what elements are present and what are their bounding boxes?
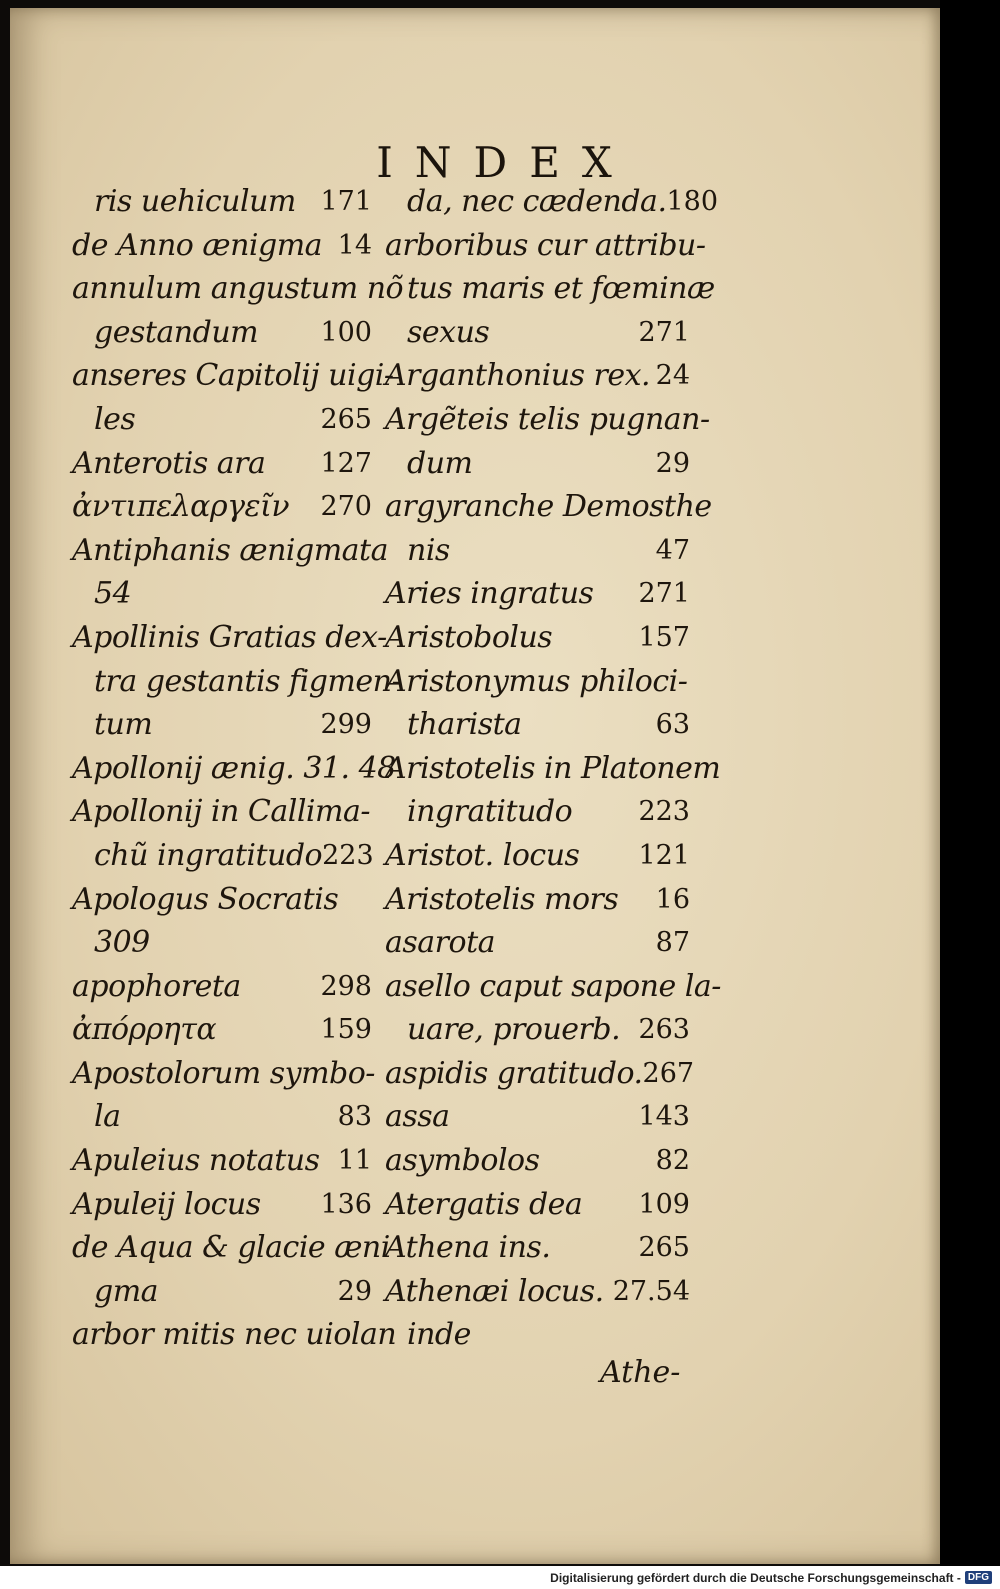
index-entry [72,616,387,660]
entry-text: Apuleius notatus [72,1143,320,1179]
index-entry [72,1313,397,1357]
entry-page-number: 121 [638,839,690,871]
index-entry [385,267,715,311]
index-entry [72,442,372,486]
entry-page-number: 63 [655,709,690,741]
index-entry [72,703,372,747]
entry-text: Apollinis Gratias dex- [72,619,387,655]
entry-text: asarota [385,925,496,961]
entry-page-number: 27.54 [612,1275,690,1307]
entry-page-number: 271 [638,316,690,348]
catchword: Athe- [600,1355,681,1390]
entry-text: ἀντιπελαργεῖν [72,489,290,525]
index-entry [385,965,721,1009]
index-entry [385,747,721,791]
index-entry [72,572,372,616]
entry-text: la [94,1099,121,1135]
index-entry [385,224,706,268]
entry-text: sexus [407,314,490,350]
page-title: INDEX [376,138,634,187]
index-entry [385,1095,690,1139]
entry-text: tharista [407,707,522,743]
entry-text: Aries ingratus [385,576,594,612]
entry-page-number: 171 [320,186,372,217]
entry-page-number: 82 [655,1145,690,1177]
index-entry [385,834,690,878]
entry-page-number: 271 [638,578,690,610]
index-entry [385,1183,690,1227]
entry-text: Aristobolus [385,619,553,655]
entry-page-number: 29 [655,447,690,479]
index-entry [385,1008,690,1052]
entry-text: les [94,401,136,437]
entry-page-number: 265 [320,403,372,435]
entry-text: assa [385,1099,450,1135]
entry-text: 54 [94,576,132,612]
index-entry [72,834,372,878]
entry-page-number: 14 [337,229,372,261]
entry-text: gestandum [94,314,259,350]
entry-page-number: 159 [320,1014,372,1046]
entry-text: Aristot. locus [385,837,580,873]
entry-text: tum [94,707,153,743]
entry-page-number: 11 [337,1145,372,1177]
index-entry [72,878,372,922]
index-entry [385,354,690,398]
index-entry [72,1183,372,1227]
entry-text: uare, prouerb. [407,1012,621,1048]
entry-text: inde [407,1317,471,1353]
entry-page-number: 109 [638,1188,690,1220]
index-column-right [385,180,721,1357]
index-entry [72,921,372,965]
index-column-left [72,180,404,1357]
entry-page-number: 223 [322,839,374,871]
entry-text: ingratitudo [407,794,573,830]
entry-text: nis [407,532,450,568]
entry-text: apophoreta [72,968,241,1004]
entry-text: tra gestantis figmen- [94,663,402,699]
index-entry [72,1226,390,1270]
index-entry [385,572,690,616]
entry-page-number: 299 [320,709,372,741]
entry-text: annulum angustum nõ [72,271,404,307]
index-entry [385,1270,690,1314]
entry-text: de Anno ænigma [72,227,323,263]
entry-text: Arganthonius rex. [385,358,651,394]
entry-page-number: 298 [320,970,372,1002]
index-entry [385,180,719,224]
footer-banner [0,1566,1000,1589]
entry-text: dum [407,445,473,481]
entry-page-number: 87 [655,927,690,959]
entry-page-number: 83 [337,1101,372,1133]
index-entry [72,1052,375,1096]
index-entry [72,311,372,355]
entry-text: asello caput sapone la- [385,968,721,1004]
index-entry [72,267,404,311]
entry-page-number: 270 [320,491,372,523]
entry-text: arbor mitis nec uiolan [72,1317,397,1353]
footer-text: Digitalisierung gefördert durch die Deutsche Forschungsgemeinschaft - [550,1570,961,1585]
index-entry [385,1139,690,1183]
entry-page-number: 127 [320,447,372,479]
index-entry [385,398,710,442]
index-entry [385,660,690,704]
entry-text: da, nec cædenda. [407,184,667,219]
entry-text: de Aqua & glacie æni [72,1230,390,1266]
entry-text: Apostolorum symbo- [72,1055,375,1091]
index-entry [385,485,712,529]
index-entry [385,790,690,834]
entry-text: 309 [94,925,150,961]
index-entry [385,442,690,486]
entry-page-number: 100 [320,316,372,348]
index-entry [385,703,690,747]
entry-page-number: 223 [638,796,690,828]
entry-text: asymbolos [385,1143,540,1179]
entry-text: Antiphanis ænigmata [72,532,388,568]
index-entry [385,529,690,573]
entry-page-number: 267 [642,1057,695,1089]
entry-page-number: 263 [638,1014,690,1046]
entry-text: ris uehiculum [94,184,296,219]
entry-text: Atergatis dea [385,1186,583,1222]
index-entry [72,354,394,398]
entry-text: gma [94,1273,159,1309]
entry-text: Anterotis ara [72,445,266,481]
entry-text: Apollonij ænig. 31. 48 [72,750,396,786]
index-entry [385,1052,695,1096]
entry-page-number: 180 [666,186,719,217]
index-entry [72,485,372,529]
index-entry [72,1095,372,1139]
entry-page-number: 47 [655,534,690,566]
index-entry [385,311,690,355]
entry-text: Apollonij in Callima- [72,794,370,830]
entry-text: Aristotelis mors [385,881,619,917]
entry-text: arboribus cur attribu- [385,227,706,263]
entry-text: chũ ingratitudo [94,837,323,873]
entry-text: Aristonymus philoci- [385,663,688,699]
index-entry [72,398,372,442]
entry-text: tus maris et fœminæ [407,271,715,307]
entry-text: Athenæi locus. [385,1273,604,1309]
index-entry [385,1313,690,1357]
entry-text: Apuleij locus [72,1186,261,1222]
entry-page-number: 136 [320,1188,372,1220]
index-entry [72,180,372,224]
index-entry [385,878,690,922]
index-entry [72,660,402,704]
entry-text: Apologus Socratis [72,881,339,917]
index-entry [385,921,690,965]
index-entry [72,529,388,573]
index-entry [72,965,372,1009]
index-entry [385,1226,690,1270]
entry-text: Aristotelis in Platonem [385,750,721,786]
index-entry [72,1139,372,1183]
entry-text: Argẽteis telis pugnan- [385,401,710,437]
entry-text: Athena ins. [385,1230,551,1266]
index-entry [72,224,372,268]
index-entry [72,747,396,791]
entry-page-number: 265 [638,1232,690,1264]
index-entry [72,790,372,834]
scan-border [940,0,1000,1566]
entry-text: argyranche Demosthe [385,489,712,525]
entry-page-number: 29 [337,1275,372,1307]
entry-page-number: 24 [655,360,690,392]
entry-text: ἀπόρρητα [72,1012,217,1048]
entry-text: aspidis gratitudo. [385,1055,643,1091]
entry-page-number: 157 [638,621,690,653]
entry-page-number: 16 [655,883,690,915]
dfg-logo: DFG [965,1571,992,1584]
entry-page-number: 143 [638,1101,690,1133]
entry-text: anseres Capitolij uigi- [72,358,394,394]
index-entry [72,1270,372,1314]
index-entry [72,1008,372,1052]
index-entry [385,616,690,660]
